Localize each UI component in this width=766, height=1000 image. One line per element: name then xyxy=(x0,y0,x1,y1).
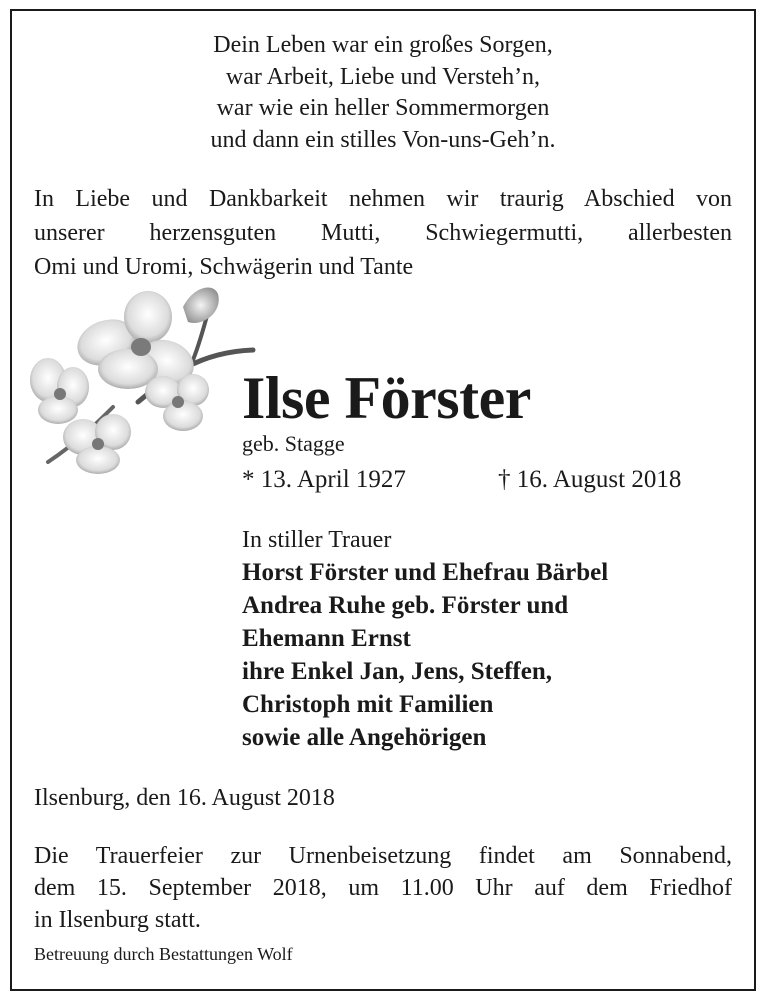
mourner-line: Ehemann Ernst xyxy=(242,625,411,652)
birth-date: * 13. April 1927 xyxy=(242,466,406,493)
intro-text xyxy=(34,182,732,284)
mourner-line: Andrea Ruhe geb. Förster und xyxy=(242,592,569,619)
intro-line: unserer herzensguten Mutti, Schwiegermutti, allerbesten xyxy=(34,220,732,246)
funeral-line: in Ilsenburg statt. xyxy=(34,907,201,933)
mourner-line: Christoph mit Familien xyxy=(242,691,494,718)
mourning-intro: In stiller Trauer xyxy=(242,527,392,553)
poem xyxy=(0,30,766,156)
poem-line: war wie ein heller Sommermorgen xyxy=(216,95,550,121)
deceased-name: Ilse Förster xyxy=(242,365,531,431)
mourner-line: sowie alle Angehörigen xyxy=(242,724,487,751)
funeral-line: Die Trauerfeier zur Urnenbeisetzung findet am Sonnabend, xyxy=(34,843,732,869)
funeral-info xyxy=(34,840,732,936)
mourners-list xyxy=(242,556,608,754)
mourner-line: ihre Enkel Jan, Jens, Steffen, xyxy=(242,658,552,685)
intro-line: In Liebe und Dankbarkeit nehmen wir traurig Abschied von xyxy=(34,186,732,212)
funeral-home-credit: Betreuung durch Bestattungen Wolf xyxy=(34,944,293,964)
orchid-icon xyxy=(18,282,258,492)
place-date: Ilsenburg, den 16. August 2018 xyxy=(34,785,335,811)
poem-line: Dein Leben war ein großes Sorgen, xyxy=(213,32,553,58)
death-date: † 16. August 2018 xyxy=(498,466,682,493)
maiden-name: geb. Stagge xyxy=(242,431,345,456)
poem-line: und dann ein stilles Von-uns-Geh’n. xyxy=(210,126,556,153)
funeral-line: dem 15. September 2018, um 11.00 Uhr auf dem Friedhof xyxy=(34,875,732,901)
mourner-line: Horst Förster und Ehefrau Bärbel xyxy=(242,559,609,586)
intro-line: Omi und Uromi, Schwägerin und Tante xyxy=(34,254,414,280)
poem-line: war Arbeit, Liebe und Versteh’n, xyxy=(225,63,541,90)
